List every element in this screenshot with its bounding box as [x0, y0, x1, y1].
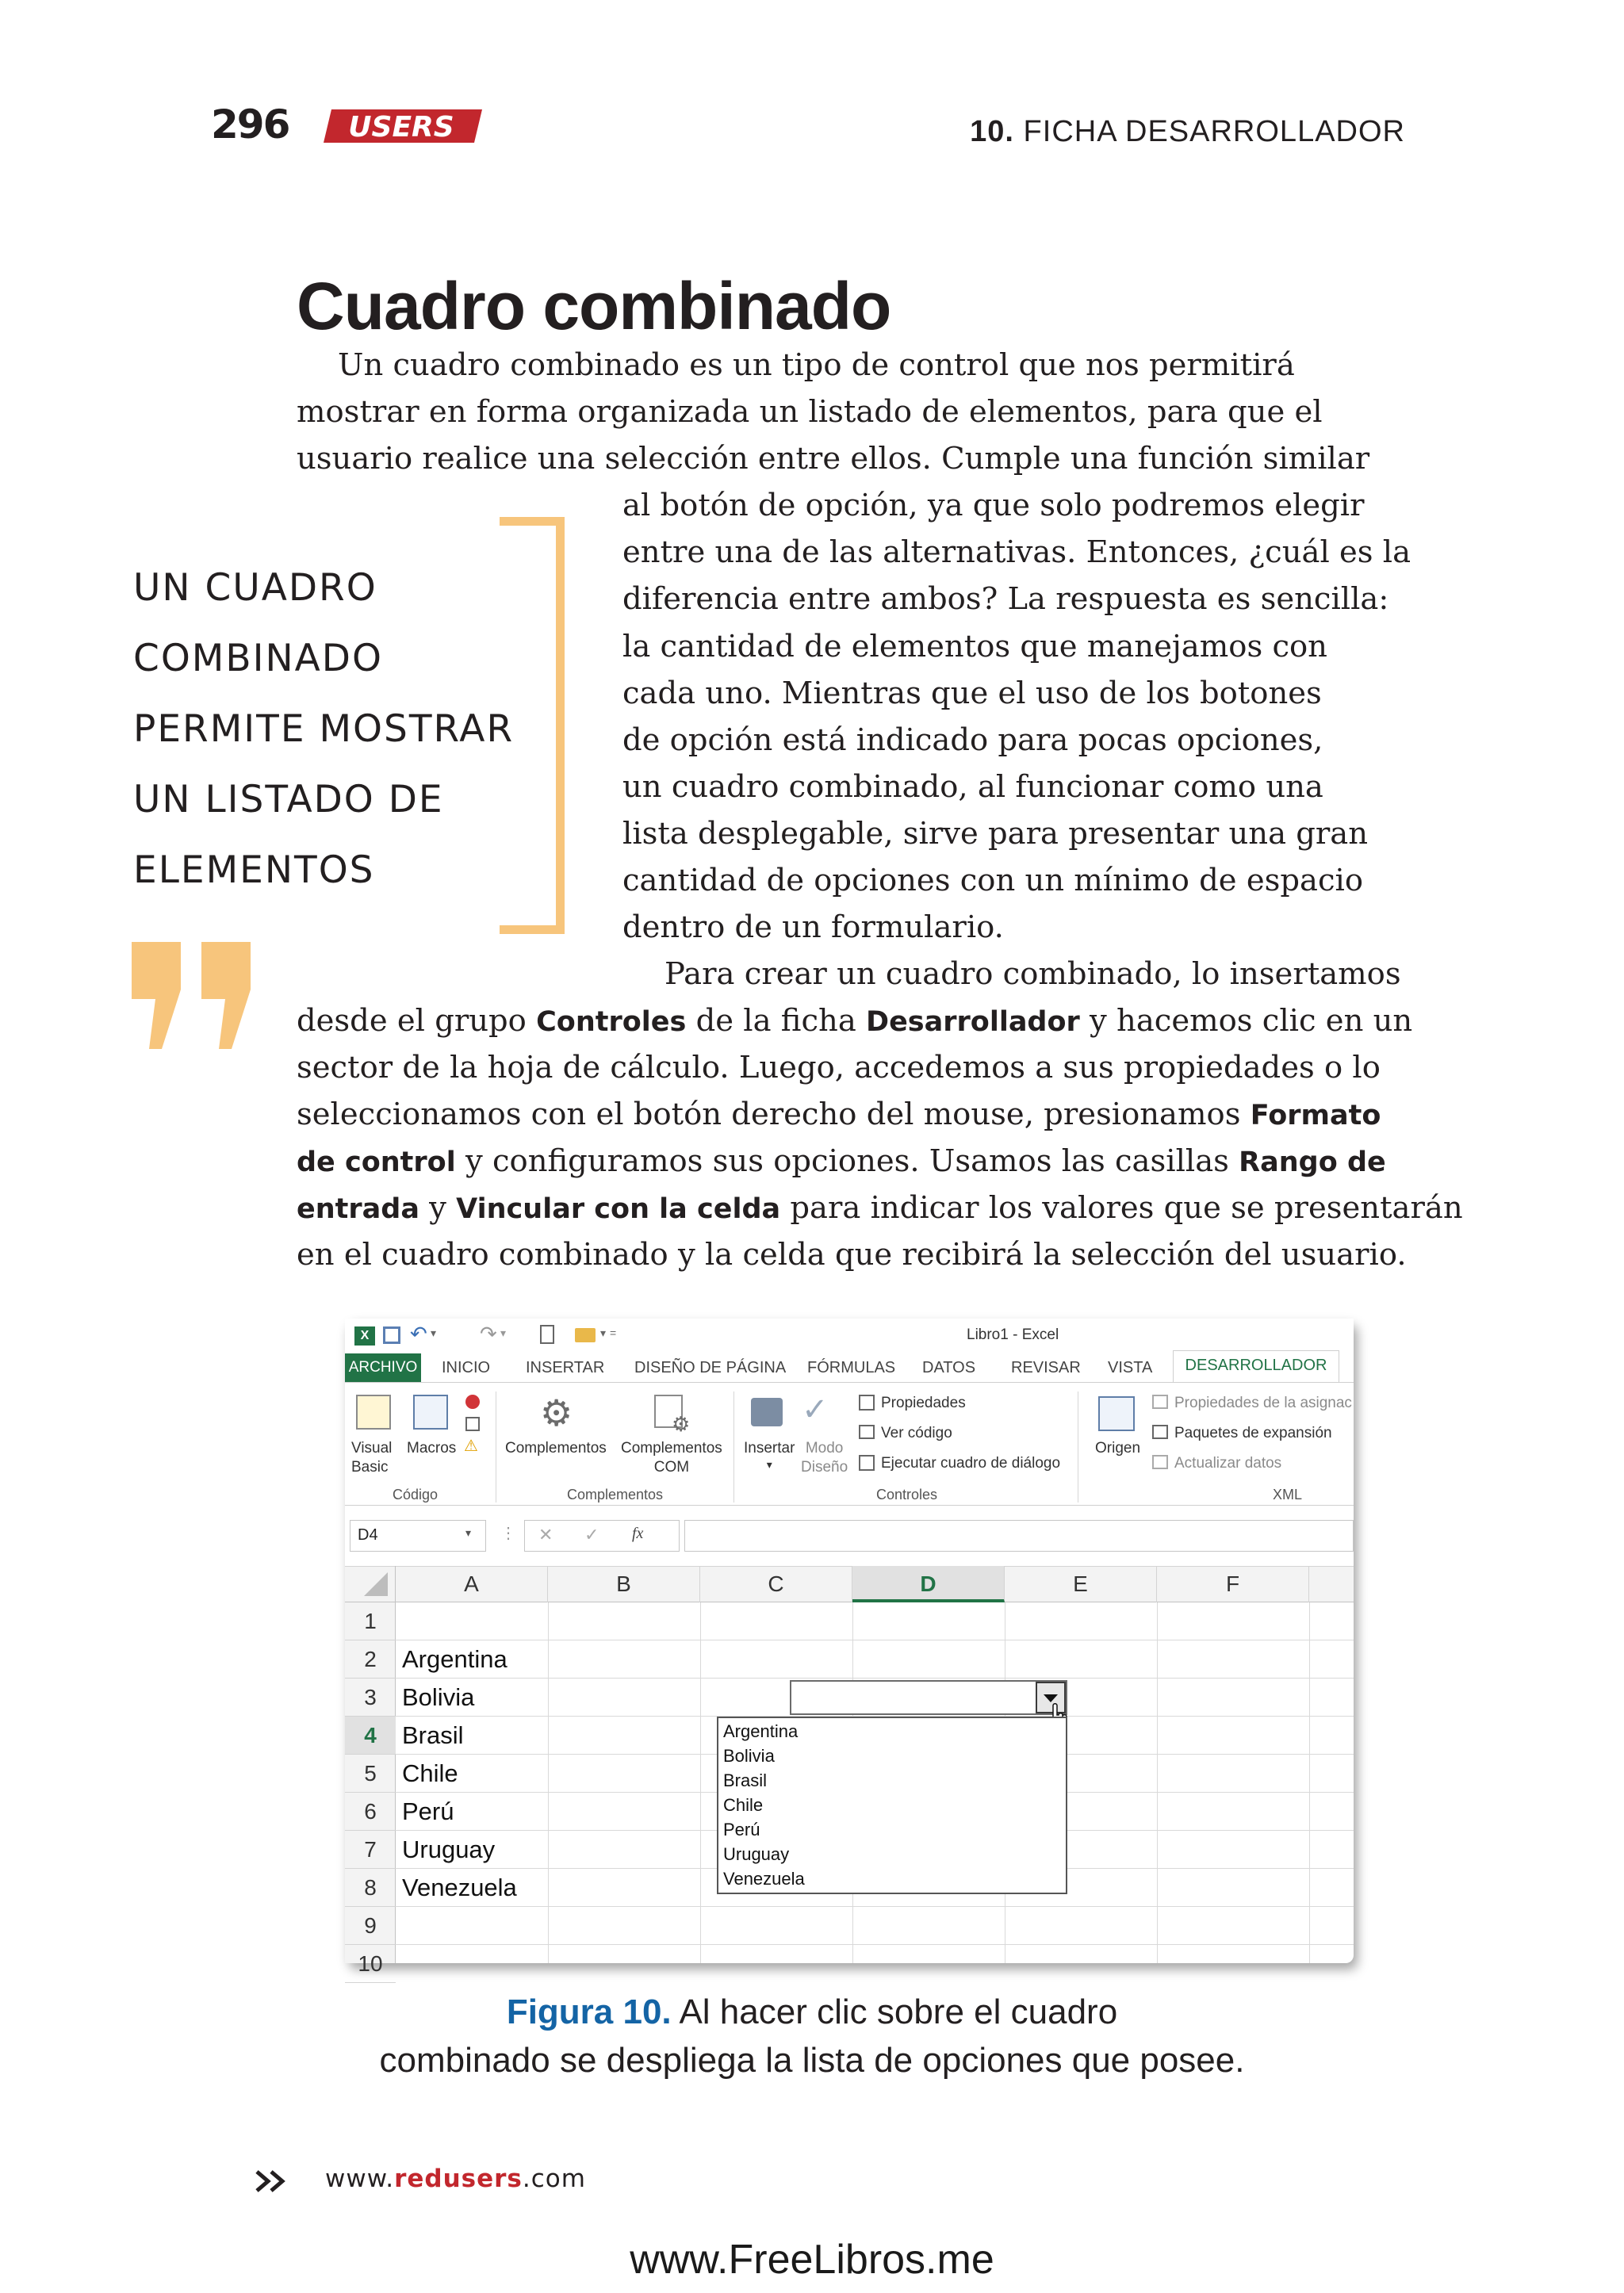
running-head — [970, 115, 1405, 149]
list-item[interactable]: Uruguay — [723, 1844, 790, 1864]
chevron-down-icon[interactable]: ▾ — [465, 1526, 472, 1539]
name-box-value: D4 — [358, 1526, 378, 1544]
modo-diseno-button[interactable]: Modo Diseño — [801, 1440, 848, 1476]
ribbon-separator — [733, 1391, 734, 1503]
chapter-title: FICHA DESARROLLADOR — [1023, 115, 1405, 148]
body-line: Para crear un cuadro combinado, lo insertamos — [665, 956, 1401, 992]
paquetes-expansion-button[interactable]: Paquetes de expansión — [1174, 1425, 1332, 1441]
pull-quote-line: UN LISTADO DE — [133, 778, 444, 821]
term-controles: Controles — [536, 1006, 687, 1038]
column-header-c[interactable]: C — [700, 1566, 852, 1602]
macros-button[interactable]: Macros — [407, 1440, 457, 1457]
body-line: lista desplegable, sirve para presentar una gran — [622, 816, 1369, 852]
cell-a2[interactable]: Argentina — [402, 1645, 508, 1673]
cancel-icon[interactable]: ✕ — [538, 1525, 553, 1545]
group-label-xml: XML — [1273, 1487, 1303, 1503]
record-macro-icon[interactable] — [465, 1395, 480, 1409]
gridline — [1309, 1602, 1310, 1963]
watermark-url[interactable]: www.FreeLibros.me — [630, 2237, 994, 2283]
tab-desarrollador[interactable]: DESARROLLADOR — [1173, 1350, 1339, 1382]
gear-icon: ⚙ — [672, 1412, 691, 1436]
ver-codigo-button[interactable]: Ver código — [881, 1425, 952, 1441]
excel-icon: X — [354, 1326, 375, 1346]
insertar-button[interactable]: Insertar ▾ — [744, 1440, 795, 1471]
page-number: 296 — [211, 101, 289, 147]
window-title: Libro1 - Excel — [967, 1326, 1059, 1343]
new-file-icon[interactable] — [540, 1325, 554, 1344]
column-header-a[interactable]: A — [396, 1566, 548, 1602]
propiedades-asignacion-icon — [1152, 1395, 1168, 1409]
body-line: sector de la hoja de cálculo. Luego, accedemos a sus propiedades o lo — [297, 1050, 1381, 1085]
body-line: Un cuadro combinado es un tipo de control que nos permitirá — [338, 347, 1295, 383]
origen-icon — [1098, 1396, 1135, 1431]
relative-reference-icon[interactable] — [465, 1417, 480, 1431]
chevron-down-icon[interactable]: ▾ — [431, 1326, 437, 1339]
list-item[interactable]: Argentina — [723, 1721, 799, 1741]
body-line: dentro de un formulario. — [622, 909, 1004, 945]
quote-mark-icon — [132, 942, 259, 1049]
figure-label: Figura 10. — [506, 1992, 672, 2031]
tab-insertar[interactable]: INSERTAR — [526, 1359, 605, 1376]
actualizar-datos-button[interactable]: Actualizar datos — [1174, 1455, 1282, 1472]
tab-formulas[interactable]: FÓRMULAS — [807, 1359, 896, 1376]
propiedades-asignacion-button[interactable]: Propiedades de la asignac — [1174, 1395, 1352, 1411]
complementos-com-button[interactable]: Complementos COM — [621, 1440, 722, 1476]
row-header[interactable]: 3 — [345, 1679, 396, 1717]
gridline — [396, 1678, 1354, 1679]
term-rango-de: Rango de — [1239, 1146, 1386, 1178]
open-folder-icon[interactable] — [575, 1328, 596, 1342]
term-formato: Formato — [1250, 1100, 1381, 1131]
list-item[interactable]: Brasil — [723, 1770, 768, 1790]
body-line: seleccionamos con el botón derecho del mouse, presionamos Formato — [297, 1097, 1381, 1132]
visual-basic-icon — [356, 1395, 391, 1430]
group-label-controles: Controles — [876, 1487, 938, 1503]
gridline — [548, 1602, 549, 1963]
tab-revisar[interactable]: REVISAR — [1011, 1359, 1081, 1376]
ejecutar-dialogo-icon — [859, 1455, 875, 1471]
cell-a8[interactable]: Venezuela — [402, 1874, 517, 1901]
group-label-complementos: Complementos — [567, 1487, 664, 1503]
list-item[interactable]: Chile — [723, 1795, 764, 1815]
insert-function-icon[interactable]: fx — [632, 1525, 644, 1542]
gridline — [700, 1602, 701, 1963]
section-title: Cuadro combinado — [297, 269, 891, 343]
body-line: cantidad de opciones con un mínimo de espacio — [622, 863, 1364, 898]
combo-box-list — [717, 1717, 1067, 1894]
paquetes-icon — [1152, 1425, 1168, 1439]
origen-button[interactable]: Origen — [1095, 1440, 1141, 1457]
body-line: la cantidad de elementos que manejamos con — [622, 629, 1327, 664]
formula-input[interactable] — [684, 1520, 1354, 1552]
brand-text: USERS — [348, 111, 454, 144]
undo-icon[interactable]: ↶ — [410, 1322, 427, 1346]
row-header[interactable]: 9 — [345, 1907, 396, 1945]
body-line: entrada y Vincular con la celda para indicar los valores que se presentarán — [297, 1190, 1463, 1226]
complementos-icon: ⚙ — [540, 1392, 573, 1434]
tab-inicio[interactable]: INICIO — [442, 1359, 491, 1376]
body-line: de control y configuramos sus opciones. Usamos las casillas Rango de — [297, 1143, 1386, 1179]
column-header-f[interactable]: F — [1157, 1566, 1309, 1602]
row-header[interactable]: 8 — [345, 1869, 396, 1907]
gridline — [1157, 1602, 1158, 1963]
chevron-down-icon[interactable]: ▾ — [600, 1326, 607, 1339]
body-line: un cuadro combinado, al funcionar como una — [622, 769, 1323, 805]
modo-diseno-icon: ✓ — [802, 1392, 829, 1427]
propiedades-icon — [859, 1395, 875, 1411]
chevron-down-icon[interactable]: ▾ — [500, 1326, 507, 1339]
confirm-icon[interactable]: ✓ — [584, 1525, 599, 1545]
pull-quote-line: UN CUADRO — [133, 566, 377, 610]
figure-caption-line2: combinado se despliega la lista de opciones que posee. — [379, 2041, 1245, 2080]
save-icon[interactable] — [383, 1326, 400, 1344]
more-icon: ⋮ — [500, 1525, 516, 1542]
term-vincular: Vincular con la celda — [456, 1193, 781, 1225]
list-item[interactable]: Bolivia — [723, 1746, 775, 1766]
body-line: al botón de opción, ya que solo podremos elegir — [622, 488, 1365, 523]
row-header[interactable]: 5 — [345, 1755, 396, 1793]
list-item[interactable]: Perú — [723, 1820, 760, 1839]
row-header[interactable]: 1 — [345, 1602, 396, 1640]
body-line: mostrar en forma organizada un listado de elementos, para que el — [297, 394, 1323, 430]
redo-icon[interactable]: ↷ — [480, 1322, 497, 1346]
select-all-corner[interactable] — [345, 1566, 396, 1602]
pull-quote-line: PERMITE MOSTRAR — [133, 707, 515, 751]
cell-a5[interactable]: Chile — [402, 1759, 458, 1787]
figure-caption: Figura 10. Al hacer clic sobre el cuadro — [506, 1992, 1118, 2031]
body-line: de opción está indicado para pocas opciones, — [622, 722, 1323, 758]
cell-a6[interactable]: Perú — [402, 1797, 454, 1825]
row-header[interactable]: 10 — [345, 1945, 396, 1983]
cell-a3[interactable]: Bolivia — [402, 1683, 475, 1711]
tab-datos[interactable]: DATOS — [922, 1359, 976, 1376]
body-line: desde el grupo Controles de la ficha Desarrollador y hacemos clic en un — [297, 1003, 1413, 1039]
row-header[interactable]: 6 — [345, 1793, 396, 1831]
visual-basic-button[interactable]: Visual Basic — [351, 1440, 393, 1476]
propiedades-button[interactable]: Propiedades — [881, 1395, 966, 1411]
pull-quote-line: ELEMENTOS — [133, 848, 375, 892]
body-line: entre una de las alternativas. Entonces, ¿cuál es la — [622, 534, 1411, 570]
chapter-number: 10. — [970, 115, 1014, 148]
insertar-controles-icon — [751, 1398, 783, 1426]
list-item[interactable]: Venezuela — [723, 1869, 805, 1889]
column-header-b[interactable]: B — [548, 1566, 700, 1602]
gridline — [396, 1944, 1354, 1945]
quote-bracket — [500, 517, 565, 934]
group-label-codigo: Código — [393, 1487, 439, 1503]
actualizar-datos-icon — [1152, 1455, 1168, 1469]
tab-vista[interactable]: VISTA — [1108, 1359, 1153, 1376]
footer-url[interactable]: www.redusers.com — [325, 2165, 586, 2193]
row-header[interactable]: 7 — [345, 1831, 396, 1869]
row-header[interactable]: 2 — [345, 1640, 396, 1679]
body-line: usuario realice una selección entre ellos. Cumple una función similar — [297, 441, 1370, 477]
ejecutar-dialogo-button[interactable]: Ejecutar cuadro de diálogo — [881, 1455, 1061, 1472]
excel-screenshot — [345, 1319, 1354, 1976]
ver-codigo-icon — [859, 1425, 875, 1439]
term-entrada: entrada — [297, 1193, 419, 1225]
double-chevron-icon — [255, 2169, 290, 2193]
body-line: diferencia entre ambos? La respuesta es sencilla: — [622, 581, 1389, 617]
brand-logo — [324, 109, 482, 143]
body-line: en el cuadro combinado y la celda que recibirá la selección del usuario. — [297, 1237, 1407, 1273]
complementos-button[interactable]: Complementos — [505, 1440, 607, 1457]
column-header-e[interactable]: E — [1005, 1566, 1157, 1602]
body-line: cada uno. Mientras que el uso de los botones — [622, 676, 1322, 711]
column-header-d[interactable]: D — [852, 1566, 1005, 1602]
pull-quote-line: COMBINADO — [133, 637, 383, 680]
macros-icon — [413, 1395, 448, 1430]
combo-box[interactable] — [790, 1680, 1067, 1715]
macro-security-icon[interactable]: ⚠ — [464, 1437, 478, 1455]
cell-a7[interactable]: Uruguay — [402, 1836, 496, 1863]
customize-toolbar-icon[interactable]: = — [610, 1326, 617, 1339]
cell-a4[interactable]: Brasil — [402, 1721, 464, 1749]
gridline — [396, 1906, 1354, 1907]
select-all-icon — [345, 1566, 396, 1602]
term-desarrollador: Desarrollador — [866, 1006, 1080, 1038]
row-header-active[interactable]: 4 — [345, 1717, 396, 1755]
tab-diseno-de-pagina[interactable]: DISEÑO DE PÁGINA — [634, 1359, 787, 1376]
tab-archivo[interactable]: ARCHIVO — [345, 1353, 421, 1382]
term-de-control: de control — [297, 1146, 456, 1178]
